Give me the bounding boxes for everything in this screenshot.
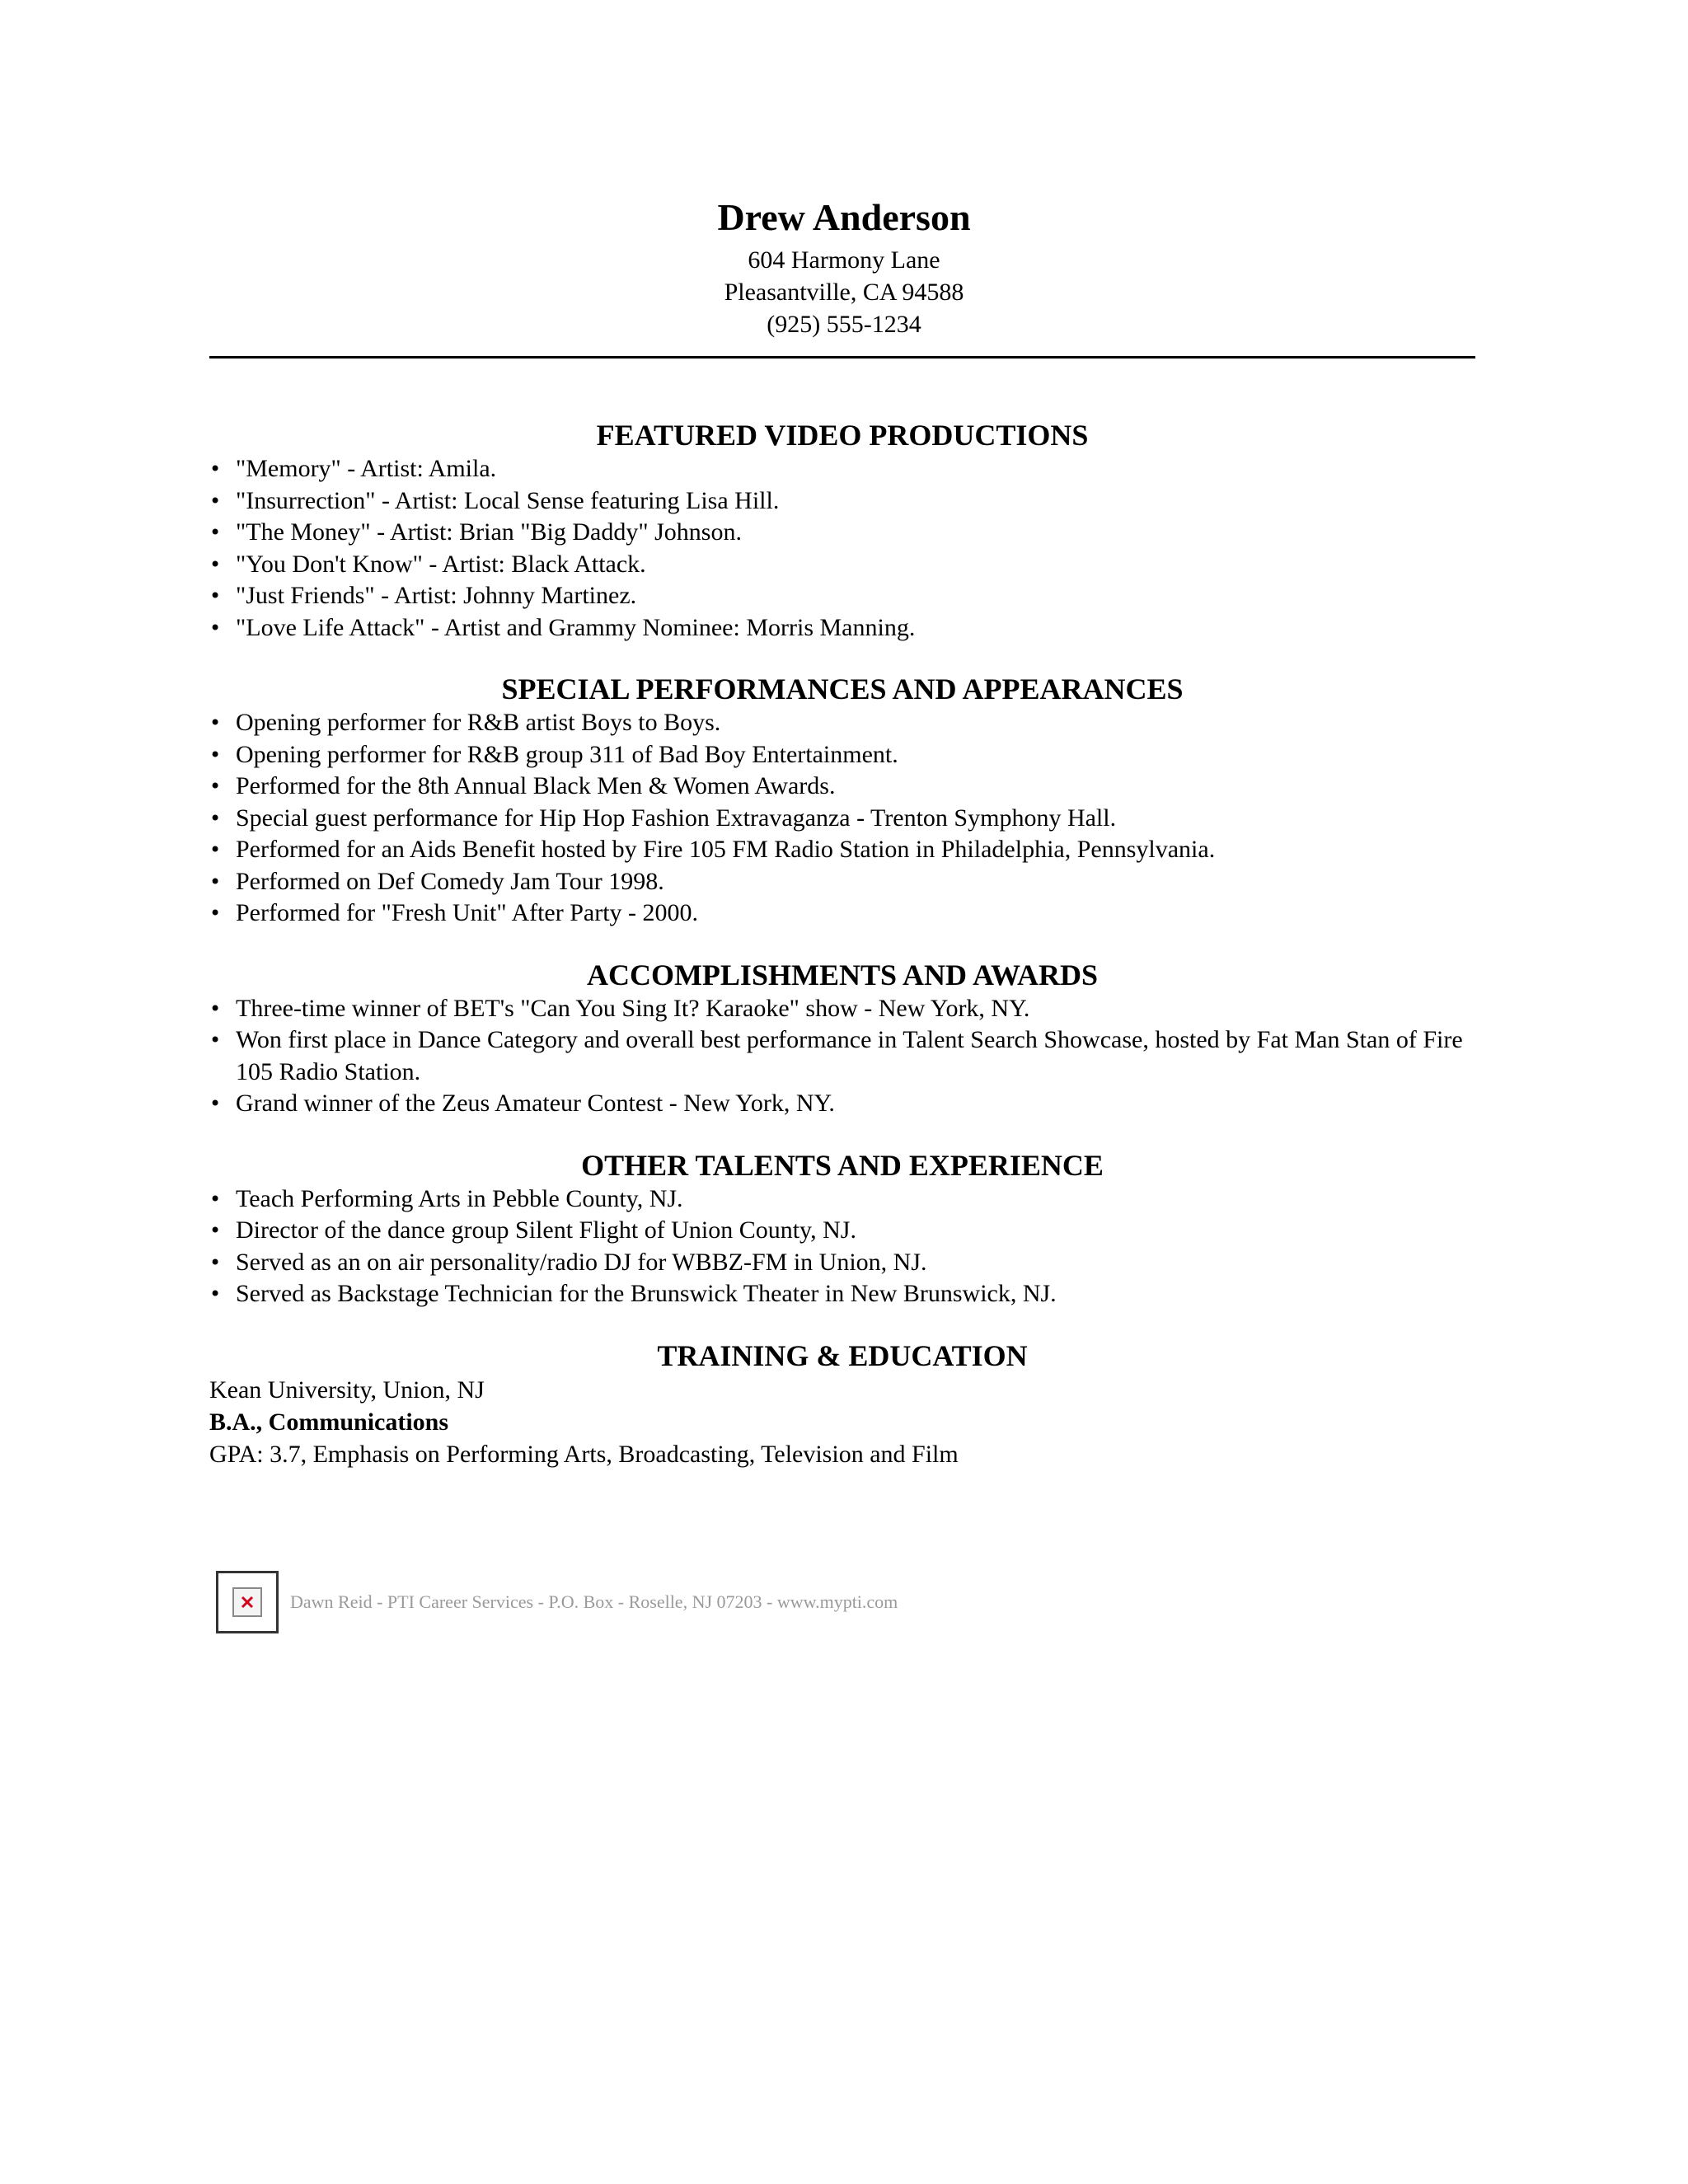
section-title: OTHER TALENTS AND EXPERIENCE — [581, 1148, 1104, 1182]
list-item: • Three-time winner of BET's "Can You Sing It? Karaoke" show - New York, NY. — [209, 993, 1475, 1025]
list-item: • "Love Life Attack" - Artist and Grammy Nominee: Morris Manning. — [209, 612, 1475, 644]
section-title: SPECIAL PERFORMANCES AND APPEARANCES — [501, 673, 1184, 705]
broken-image-icon — [216, 1571, 279, 1633]
list-item: • Performed for "Fresh Unit" After Party - 2000. — [209, 898, 1475, 930]
talents-list — [209, 1183, 1475, 1310]
list-item: • Performed for the 8th Annual Black Men & Women Awards. — [209, 771, 1475, 803]
list-item: • "The Money" - Artist: Brian "Big Daddy" Johnson. — [209, 517, 1475, 549]
street-address: 604 Harmony Lane — [748, 246, 940, 274]
list-item: • Performed on Def Comedy Jam Tour 1998. — [209, 866, 1475, 898]
list-item: • Teach Performing Arts in Pebble County, NJ. — [209, 1183, 1475, 1216]
section-title: FEATURED VIDEO PRODUCTIONS — [596, 419, 1089, 452]
list-item: • "You Don't Know" - Artist: Black Attack. — [209, 549, 1475, 581]
list-item: • Director of the dance group Silent Flight of Union County, NJ. — [209, 1215, 1475, 1247]
performances-list — [209, 707, 1475, 930]
candidate-name: Drew Anderson — [717, 196, 971, 238]
section-special-performances — [209, 671, 1475, 930]
section-featured-video-productions — [209, 417, 1475, 644]
school-name: Kean University, Union, NJ — [209, 1376, 485, 1404]
list-item: • "Insurrection" - Artist: Local Sense featuring Lisa Hill. — [209, 485, 1475, 518]
list-item: • Performed for an Aids Benefit hosted by Fire 105 FM Radio Station in Philadelphia, Pennsylvania. — [209, 834, 1475, 866]
page-footer — [216, 1571, 898, 1633]
list-item: • Won first place in Dance Category and overall best performance in Talent Search Showcase, hosted by Fat Man Stan of Fire 105 Radio Station. — [209, 1024, 1475, 1088]
resume-body — [209, 417, 1475, 1497]
section-title: TRAINING & EDUCATION — [657, 1338, 1028, 1372]
degree: B.A., Communications — [209, 1408, 449, 1436]
section-other-talents — [209, 1147, 1475, 1310]
header-divider — [209, 356, 1475, 359]
section-training-education — [209, 1338, 1475, 1470]
phone-number: (925) 555-1234 — [767, 311, 921, 338]
city-state-zip: Pleasantville, CA 94588 — [724, 279, 964, 306]
resume-header — [0, 191, 1688, 340]
list-item: • "Just Friends" - Artist: Johnny Martinez. — [209, 580, 1475, 612]
list-item: • Served as an on air personality/radio DJ for WBBZ-FM in Union, NJ. — [209, 1247, 1475, 1279]
list-item: • Grand winner of the Zeus Amateur Contest - New York, NY. — [209, 1088, 1475, 1120]
list-item: • Special guest performance for Hip Hop Fashion Extravaganza - Trenton Symphony Hall. — [209, 803, 1475, 835]
list-item: • Opening performer for R&B group 311 of Bad Boy Entertainment. — [209, 739, 1475, 771]
section-title: ACCOMPLISHMENTS AND AWARDS — [586, 958, 1099, 991]
list-item: • "Memory" - Artist: Amila. — [209, 453, 1475, 485]
education-details: GPA: 3.7, Emphasis on Performing Arts, Broadcasting, Television and Film — [209, 1440, 959, 1468]
footer-text: Dawn Reid - PTI Career Services - P.O. Box - Roselle, NJ 07203 - www.mypti.com — [290, 1591, 898, 1612]
list-item: • Opening performer for R&B artist Boys to Boys. — [209, 707, 1475, 739]
section-accomplishments-and-awards — [209, 957, 1475, 1120]
featured-list — [209, 453, 1475, 644]
list-item: • Served as Backstage Technician for the Brunswick Theater in New Brunswick, NJ. — [209, 1278, 1475, 1310]
accomplishments-list — [209, 993, 1475, 1120]
